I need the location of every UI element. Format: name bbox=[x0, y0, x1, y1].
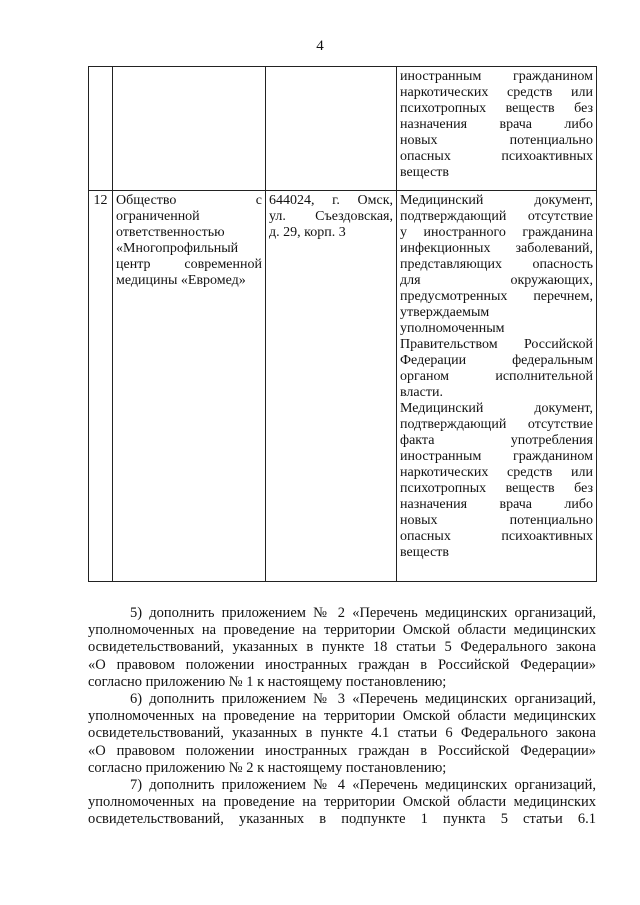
requirements-cell bbox=[397, 191, 597, 582]
text-line: назначения врача либо bbox=[400, 117, 593, 132]
text-line: наркотических средств или bbox=[400, 85, 593, 100]
text-line: иностранным гражданином bbox=[400, 449, 593, 464]
paragraph-line: освидетельствований, указанных в пункте 4.1 статьи 6 Федерального закона bbox=[88, 725, 596, 742]
amendment-paragraphs bbox=[88, 605, 596, 829]
text-line: ответственностью bbox=[116, 225, 225, 240]
text-line: новых потенциально bbox=[400, 133, 593, 148]
paragraph-5 bbox=[88, 605, 596, 691]
text-line: назначения врача либо bbox=[400, 497, 593, 512]
text-line: новых потенциально bbox=[400, 513, 593, 528]
address-cell bbox=[266, 191, 397, 582]
paragraph-line: освидетельствований, указанных в подпункте 1 пункта 5 статьи 6.1 bbox=[88, 811, 596, 828]
paragraph-line: согласно приложению № 1 к настоящему постановлению; bbox=[88, 673, 447, 690]
text-line: д. 29, корп. 3 bbox=[269, 225, 346, 240]
organization-cell bbox=[113, 191, 266, 582]
table-row bbox=[89, 191, 597, 582]
paragraph-line: освидетельствований, указанных в пункте 18 статьи 5 Федерального закона bbox=[88, 639, 596, 656]
organization-address bbox=[269, 193, 393, 241]
paragraph-line: «О правовом положении иностранных граждан в Российской Федерации» bbox=[88, 656, 596, 673]
paragraph-line: уполномоченных на проведение на территории Омской области медицинских bbox=[88, 794, 596, 811]
text-line: предусмотренных перечнем, bbox=[400, 289, 593, 304]
text-line: ул. Съездовская, bbox=[269, 209, 393, 224]
page-number: 4 bbox=[316, 38, 324, 54]
table-row bbox=[89, 67, 597, 191]
medical-organizations-table bbox=[88, 66, 597, 582]
text-line: Общество с bbox=[116, 193, 262, 208]
text-line: медицины «Евромед» bbox=[116, 273, 246, 288]
paragraph-line: согласно приложению № 2 к настоящему постановлению; bbox=[88, 759, 447, 776]
text-line: центр современной bbox=[116, 257, 262, 272]
text-line: факта употребления bbox=[400, 433, 593, 448]
paragraph-line: 7) дополнить приложением № 4 «Перечень медицинских организаций, bbox=[130, 777, 596, 794]
text-line: опасных психоактивных bbox=[400, 529, 593, 544]
text-line: опасных психоактивных bbox=[400, 149, 593, 164]
text-line: Правительством Российской bbox=[400, 337, 593, 352]
text-line: веществ bbox=[400, 545, 450, 560]
requirements-text bbox=[400, 193, 593, 561]
text-line: утверждаемым bbox=[400, 305, 490, 320]
requirements-text bbox=[400, 69, 593, 181]
text-line: психотропных веществ без bbox=[400, 101, 593, 116]
text-line: уполномоченным bbox=[400, 321, 505, 336]
text-line: Медицинский документ, bbox=[400, 401, 593, 416]
text-line: подтверждающий отсутствие bbox=[400, 417, 593, 432]
organization-name bbox=[116, 193, 262, 289]
paragraph-line: «О правовом положении иностранных граждан в Российской Федерации» bbox=[88, 742, 596, 759]
text-line: подтверждающий отсутствие bbox=[400, 209, 593, 224]
paragraph-line: 5) дополнить приложением № 2 «Перечень медицинских организаций, bbox=[130, 605, 596, 621]
text-line: 644024, г. Омск, bbox=[269, 193, 393, 208]
paragraph-6 bbox=[88, 691, 596, 777]
text-line: Федерации федеральным bbox=[400, 353, 593, 368]
text-line: иностранным гражданином bbox=[400, 69, 593, 84]
text-line: инфекционных заболеваний, bbox=[400, 241, 593, 256]
row-number-cell: 12 bbox=[89, 191, 113, 582]
text-line: власти. bbox=[400, 385, 443, 400]
text-line: психотропных веществ без bbox=[400, 481, 593, 496]
address-cell bbox=[266, 67, 397, 191]
text-line: веществ bbox=[400, 165, 450, 180]
paragraph-7 bbox=[88, 777, 596, 829]
paragraph-line: уполномоченных на проведение на территории Омской области медицинских bbox=[88, 708, 596, 725]
text-line: Медицинский документ, bbox=[400, 193, 593, 208]
requirements-cell bbox=[397, 67, 597, 191]
text-line: органом исполнительной bbox=[400, 369, 593, 384]
text-line: представляющих опасность bbox=[400, 257, 593, 272]
row-number-cell bbox=[89, 67, 113, 191]
text-line: «Многопрофильный bbox=[116, 241, 239, 256]
text-line: ограниченной bbox=[116, 209, 200, 224]
paragraph-line: 6) дополнить приложением № 3 «Перечень медицинских организаций, bbox=[130, 691, 596, 708]
text-line: наркотических средств или bbox=[400, 465, 593, 480]
paragraph-line: уполномоченных на проведение на территории Омской области медицинских bbox=[88, 622, 596, 639]
text-line: для окружающих, bbox=[400, 273, 593, 288]
text-line: у иностранного гражданина bbox=[400, 225, 593, 240]
organization-cell bbox=[113, 67, 266, 191]
